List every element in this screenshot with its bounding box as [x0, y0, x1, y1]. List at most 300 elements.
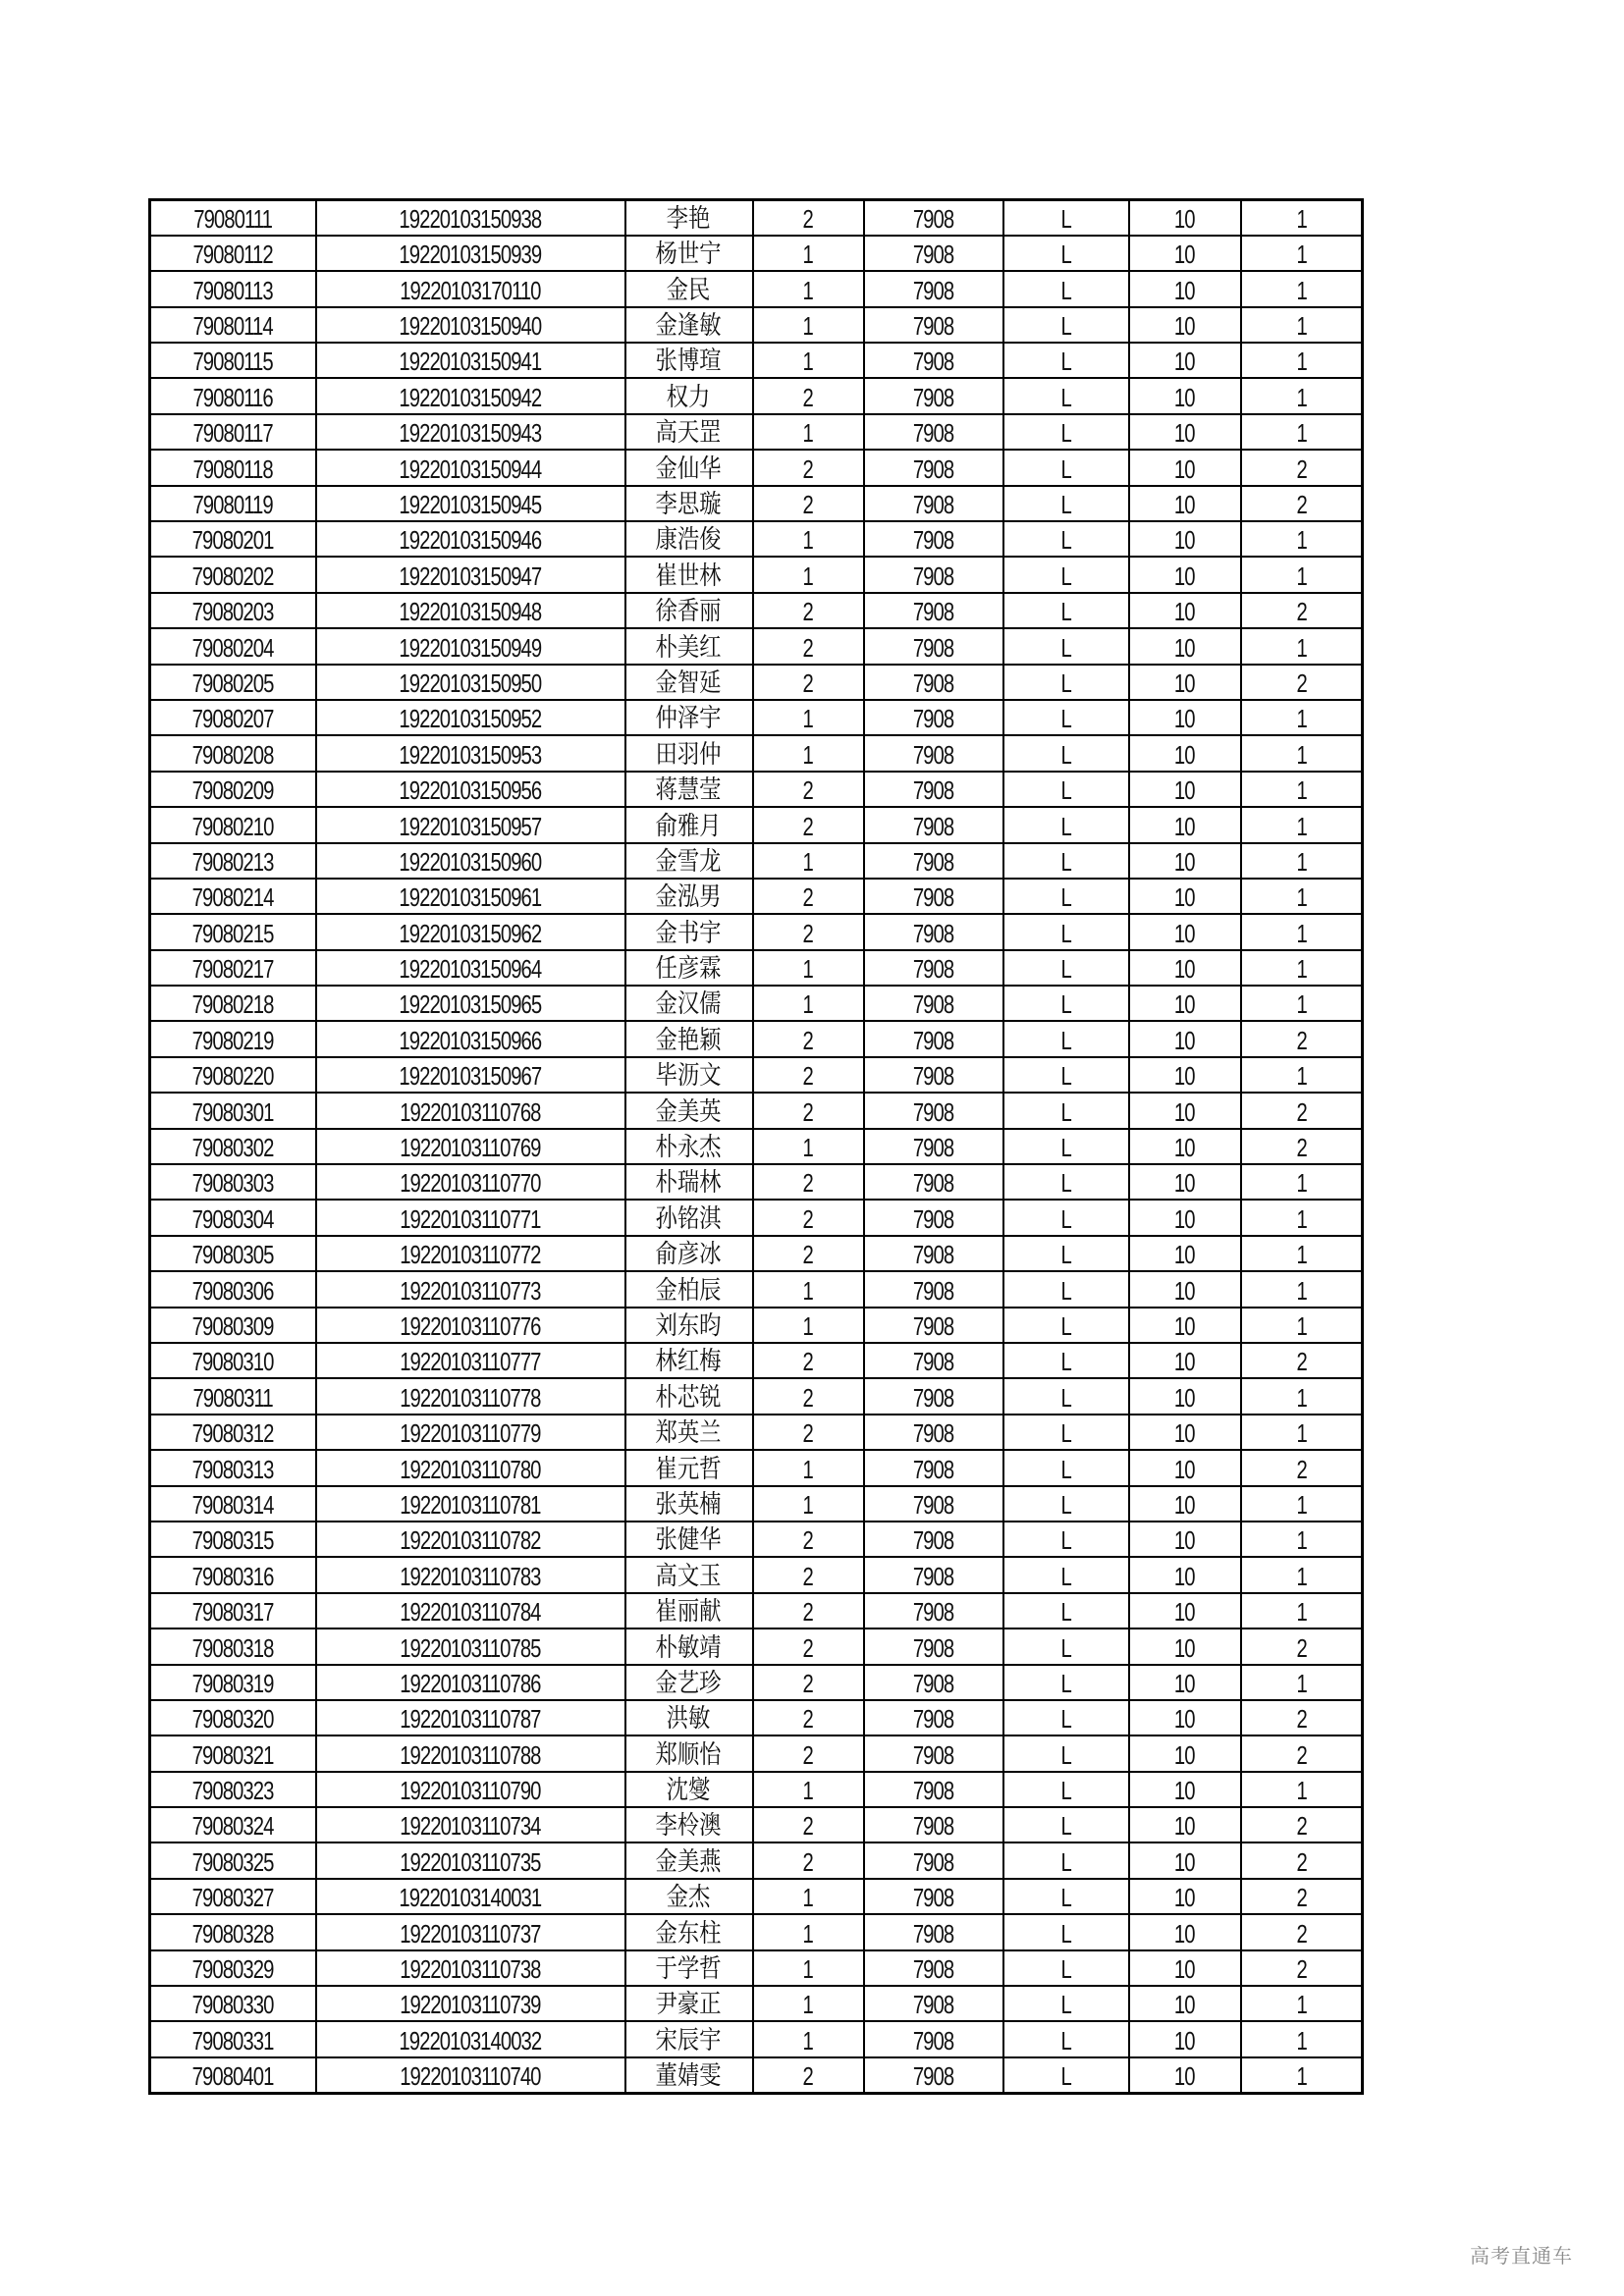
value-text: 10 [1174, 989, 1195, 1020]
flag-text: 1 [1296, 1597, 1307, 1628]
value-cell [1129, 1807, 1241, 1842]
value-cell [1129, 1629, 1241, 1664]
value-cell [1129, 236, 1241, 271]
exam-number-cell [150, 950, 316, 986]
value-text: 10 [1174, 1918, 1195, 1949]
candidate-id-cell [316, 1700, 625, 1735]
exam-number-cell [150, 1200, 316, 1235]
code-cell [864, 486, 1003, 521]
table-row [150, 1415, 1363, 1450]
gender-text: 2 [802, 1240, 814, 1270]
name-text: 金智延 [655, 667, 723, 698]
candidate-id-text: 19220103150940 [399, 311, 542, 342]
name-cell [625, 593, 753, 628]
name-text: 孙铭淇 [655, 1203, 723, 1234]
table-row [150, 1129, 1363, 1164]
name-text: 李思璇 [655, 490, 723, 520]
type-cell [1003, 1914, 1129, 1949]
gender-text: 1 [802, 989, 814, 1020]
type-text: L [1060, 1846, 1071, 1877]
name-cell [625, 1415, 753, 1450]
name-cell [625, 486, 753, 521]
code-text: 7908 [912, 525, 954, 556]
flag-cell [1241, 735, 1363, 771]
name-text: 金仙华 [655, 454, 723, 484]
exam-number-cell [150, 1308, 316, 1343]
candidate-id-text: 19220103150941 [399, 347, 542, 377]
name-cell [625, 2057, 753, 2093]
gender-cell [753, 735, 864, 771]
gender-cell [753, 1378, 864, 1414]
type-cell [1003, 700, 1129, 735]
value-text: 10 [1174, 382, 1195, 412]
table-row [150, 307, 1363, 343]
exam-number-cell [150, 735, 316, 771]
type-cell [1003, 772, 1129, 807]
code-text: 7908 [912, 1597, 954, 1628]
exam-number-text: 79080205 [191, 667, 274, 698]
name-text: 金柏辰 [655, 1275, 723, 1306]
code-text: 7908 [912, 1990, 954, 2020]
candidate-id-text: 19220103110784 [400, 1597, 541, 1628]
exam-number-cell [150, 1593, 316, 1629]
code-cell [864, 1415, 1003, 1450]
gender-cell [753, 1271, 864, 1307]
flag-cell [1241, 2057, 1363, 2093]
flag-cell [1241, 1271, 1363, 1307]
candidate-id-text: 19220103110734 [400, 1811, 541, 1842]
gender-cell [753, 378, 864, 413]
candidate-id-text: 19220103150967 [399, 1061, 542, 1092]
gender-cell [753, 1308, 864, 1343]
code-cell [864, 735, 1003, 771]
exam-number-text: 79080319 [191, 1668, 274, 1698]
value-cell [1129, 1129, 1241, 1164]
flag-text: 2 [1296, 1632, 1307, 1663]
exam-number-text: 79080208 [191, 739, 274, 770]
exam-number-text: 79080330 [191, 1990, 274, 2020]
flag-cell [1241, 665, 1363, 700]
exam-number-text: 79080210 [191, 811, 274, 841]
type-text: L [1060, 1133, 1071, 1163]
type-cell [1003, 1164, 1129, 1200]
type-text: L [1060, 1061, 1071, 1092]
type-cell [1003, 593, 1129, 628]
value-cell [1129, 1522, 1241, 1557]
gender-text: 1 [802, 418, 814, 449]
exam-number-cell [150, 879, 316, 914]
exam-number-text: 79080312 [191, 1418, 274, 1449]
code-cell [864, 1665, 1003, 1700]
type-text: L [1060, 1347, 1071, 1377]
code-cell [864, 236, 1003, 271]
candidate-id-text: 19220103110787 [400, 1704, 541, 1735]
type-cell [1003, 1735, 1129, 1771]
type-text: L [1060, 882, 1071, 913]
type-text: L [1060, 954, 1071, 985]
flag-cell [1241, 1415, 1363, 1450]
code-text: 7908 [912, 597, 954, 627]
candidate-id-text: 19220103150962 [399, 918, 542, 948]
exam-number-text: 79080303 [191, 1168, 274, 1199]
exam-number-text: 79080220 [191, 1061, 274, 1092]
gender-text: 1 [802, 954, 814, 985]
value-cell [1129, 1879, 1241, 1914]
name-text: 郑英兰 [655, 1418, 723, 1449]
flag-cell [1241, 1021, 1363, 1056]
gender-cell [753, 1021, 864, 1056]
candidate-id-text: 19220103110735 [400, 1846, 541, 1877]
value-text: 10 [1174, 2025, 1195, 2056]
table-row [150, 271, 1363, 306]
candidate-id-text: 19220103110740 [400, 2060, 541, 2091]
exam-number-cell [150, 914, 316, 949]
gender-cell [753, 1593, 864, 1629]
exam-number-cell [150, 1665, 316, 1700]
flag-text: 2 [1296, 1846, 1307, 1877]
code-text: 7908 [912, 1418, 954, 1449]
candidate-id-text: 19220103110737 [400, 1918, 541, 1949]
value-cell [1129, 1665, 1241, 1700]
code-cell [864, 307, 1003, 343]
value-text: 10 [1174, 1668, 1195, 1698]
gender-cell [753, 628, 864, 664]
type-cell [1003, 450, 1129, 485]
name-text: 金汉儒 [655, 989, 723, 1020]
gender-cell [753, 593, 864, 628]
type-cell [1003, 1415, 1129, 1450]
candidate-id-cell [316, 986, 625, 1021]
value-text: 10 [1174, 1811, 1195, 1842]
candidate-id-cell [316, 557, 625, 592]
type-cell [1003, 1271, 1129, 1307]
value-cell [1129, 307, 1241, 343]
name-text: 刘东昀 [655, 1311, 723, 1341]
gender-cell [753, 665, 864, 700]
exam-number-cell [150, 414, 316, 450]
gender-text: 2 [802, 1632, 814, 1663]
candidate-id-cell [316, 700, 625, 735]
table-row [150, 236, 1363, 271]
gender-text: 2 [802, 1811, 814, 1842]
name-cell [625, 914, 753, 949]
name-text: 李艳 [667, 203, 711, 234]
flag-text: 1 [1296, 1668, 1307, 1698]
name-cell [625, 1522, 753, 1557]
value-cell [1129, 1700, 1241, 1735]
value-cell [1129, 1450, 1241, 1485]
flag-text: 2 [1296, 1347, 1307, 1377]
gender-cell [753, 1057, 864, 1093]
candidate-id-cell [316, 1093, 625, 1128]
candidate-id-cell [316, 1950, 625, 1986]
type-text: L [1060, 1311, 1071, 1341]
candidate-id-text: 19220103150947 [399, 561, 542, 591]
type-cell [1003, 1486, 1129, 1522]
gender-text: 1 [802, 240, 814, 270]
value-cell [1129, 879, 1241, 914]
table-row [150, 450, 1363, 485]
gender-text: 1 [802, 1990, 814, 2020]
name-cell [625, 1700, 753, 1735]
code-cell [864, 414, 1003, 450]
gender-cell [753, 1486, 864, 1522]
gender-cell [753, 1914, 864, 1949]
gender-text: 2 [802, 1168, 814, 1199]
candidate-id-text: 19220103110790 [400, 1776, 541, 1806]
name-cell [625, 1807, 753, 1842]
value-cell [1129, 1057, 1241, 1093]
table-row [150, 1772, 1363, 1807]
name-cell [625, 378, 753, 413]
code-text: 7908 [912, 1668, 954, 1698]
candidate-id-cell [316, 1665, 625, 1700]
flag-text: 2 [1296, 454, 1307, 484]
table-row [150, 1950, 1363, 1986]
type-text: L [1060, 1704, 1071, 1735]
candidate-id-cell [316, 1450, 625, 1485]
type-text: L [1060, 2060, 1071, 2091]
type-text: L [1060, 275, 1071, 305]
candidate-id-text: 19220103150946 [399, 525, 542, 556]
value-text: 10 [1174, 1418, 1195, 1449]
gender-text: 2 [802, 382, 814, 412]
exam-number-text: 79080329 [191, 1954, 274, 1985]
type-text: L [1060, 1525, 1071, 1556]
candidate-id-cell [316, 1807, 625, 1842]
candidate-id-cell [316, 1236, 625, 1271]
exam-number-text: 79080118 [192, 454, 273, 484]
exam-number-cell [150, 665, 316, 700]
name-text: 于学哲 [655, 1954, 723, 1985]
type-text: L [1060, 1240, 1071, 1270]
gender-cell [753, 271, 864, 306]
candidate-id-cell [316, 843, 625, 879]
type-cell [1003, 1807, 1129, 1842]
flag-cell [1241, 1986, 1363, 2021]
name-cell [625, 1129, 753, 1164]
name-text: 金东柱 [655, 1918, 723, 1949]
flag-cell [1241, 200, 1363, 236]
name-text: 蒋慧莹 [655, 775, 723, 806]
name-text: 高天罡 [655, 418, 723, 449]
table-row [150, 1879, 1363, 1914]
candidate-id-text: 19220103110773 [400, 1275, 541, 1306]
name-text: 朴瑞林 [655, 1168, 723, 1199]
code-cell [864, 807, 1003, 842]
candidate-id-text: 19220103110788 [400, 1739, 541, 1770]
gender-cell [753, 2057, 864, 2093]
type-text: L [1060, 1597, 1071, 1628]
exam-number-text: 79080401 [191, 2060, 274, 2091]
exam-number-cell [150, 1950, 316, 1986]
flag-cell [1241, 1593, 1363, 1629]
name-cell [625, 450, 753, 485]
candidate-id-cell [316, 593, 625, 628]
type-text: L [1060, 846, 1071, 877]
exam-number-text: 79080310 [191, 1347, 274, 1377]
flag-text: 1 [1296, 989, 1307, 1020]
type-cell [1003, 1093, 1129, 1128]
candidate-id-cell [316, 1415, 625, 1450]
name-text: 金逢敏 [655, 311, 723, 342]
code-text: 7908 [912, 632, 954, 663]
gender-cell [753, 950, 864, 986]
code-cell [864, 1486, 1003, 1522]
exam-number-text: 79080207 [191, 704, 274, 734]
name-cell [625, 1486, 753, 1522]
exam-number-text: 79080320 [191, 1704, 274, 1735]
name-cell [625, 1629, 753, 1664]
exam-number-cell [150, 1450, 316, 1485]
exam-number-text: 79080217 [191, 954, 274, 985]
flag-cell [1241, 271, 1363, 306]
name-text: 康浩俊 [655, 525, 723, 556]
gender-text: 1 [802, 1454, 814, 1484]
code-text: 7908 [912, 1096, 954, 1127]
name-cell [625, 1593, 753, 1629]
gender-text: 2 [802, 882, 814, 913]
name-cell [625, 735, 753, 771]
name-text: 金泓男 [655, 882, 723, 913]
gender-text: 2 [802, 454, 814, 484]
candidate-id-text: 19220103150964 [399, 954, 542, 985]
candidate-id-text: 19220103110739 [400, 1990, 541, 2020]
exam-number-cell [150, 271, 316, 306]
gender-text: 1 [802, 704, 814, 734]
gender-text: 2 [802, 1668, 814, 1698]
candidate-id-text: 19220103110778 [400, 1382, 541, 1413]
type-text: L [1060, 1382, 1071, 1413]
type-text: L [1060, 1918, 1071, 1949]
type-text: L [1060, 811, 1071, 841]
candidate-id-text: 19220103110770 [400, 1168, 541, 1199]
gender-text: 1 [802, 1275, 814, 1306]
value-cell [1129, 200, 1241, 236]
code-cell [864, 1807, 1003, 1842]
code-text: 7908 [912, 1489, 954, 1520]
flag-text: 2 [1296, 667, 1307, 698]
exam-number-text: 79080201 [191, 525, 274, 556]
table-row [150, 2057, 1363, 2093]
code-cell [864, 700, 1003, 735]
name-text: 权力 [667, 382, 711, 412]
value-text: 10 [1174, 1096, 1195, 1127]
name-cell [625, 1450, 753, 1485]
exam-number-cell [150, 1378, 316, 1414]
type-text: L [1060, 1561, 1071, 1591]
flag-text: 1 [1296, 1311, 1307, 1341]
gender-text: 1 [802, 1311, 814, 1341]
type-text: L [1060, 597, 1071, 627]
exam-number-cell [150, 1629, 316, 1664]
type-cell [1003, 735, 1129, 771]
exam-number-cell [150, 343, 316, 378]
gender-text: 2 [802, 1597, 814, 1628]
gender-text: 1 [802, 311, 814, 342]
type-text: L [1060, 1739, 1071, 1770]
value-text: 10 [1174, 1203, 1195, 1234]
type-cell [1003, 378, 1129, 413]
flag-cell [1241, 1308, 1363, 1343]
flag-cell [1241, 1557, 1363, 1592]
type-text: L [1060, 561, 1071, 591]
code-cell [864, 1343, 1003, 1378]
name-cell [625, 2021, 753, 2056]
gender-text: 2 [802, 1739, 814, 1770]
candidate-id-text: 19220103150943 [399, 418, 542, 449]
gender-cell [753, 879, 864, 914]
name-text: 田羽仲 [655, 739, 723, 770]
value-text: 10 [1174, 1133, 1195, 1163]
flag-cell [1241, 1772, 1363, 1807]
exam-number-text: 79080314 [191, 1489, 274, 1520]
exam-number-cell [150, 807, 316, 842]
type-text: L [1060, 918, 1071, 948]
flag-cell [1241, 1450, 1363, 1485]
value-text: 10 [1174, 739, 1195, 770]
candidate-id-cell [316, 1343, 625, 1378]
candidate-id-cell [316, 1271, 625, 1307]
exam-number-cell [150, 1057, 316, 1093]
name-text: 宋辰宇 [655, 2025, 723, 2056]
gender-cell [753, 414, 864, 450]
type-cell [1003, 2057, 1129, 2093]
type-cell [1003, 1343, 1129, 1378]
name-cell [625, 665, 753, 700]
exam-number-cell [150, 1271, 316, 1307]
candidate-id-text: 19220103150939 [399, 240, 542, 270]
candidate-id-text: 19220103110782 [400, 1525, 541, 1556]
flag-text: 1 [1296, 1776, 1307, 1806]
candidate-id-text: 19220103110783 [400, 1561, 541, 1591]
candidate-id-cell [316, 879, 625, 914]
value-text: 10 [1174, 882, 1195, 913]
exam-number-cell [150, 1164, 316, 1200]
flag-text: 1 [1296, 203, 1307, 234]
candidate-id-text: 19220103110772 [400, 1240, 541, 1270]
value-text: 10 [1174, 597, 1195, 627]
code-cell [864, 1950, 1003, 1986]
gender-text: 1 [802, 846, 814, 877]
exam-number-text: 79080331 [191, 2025, 274, 2056]
gender-cell [753, 1343, 864, 1378]
gender-text: 2 [802, 811, 814, 841]
gender-cell [753, 1735, 864, 1771]
name-text: 张英楠 [655, 1489, 723, 1520]
flag-cell [1241, 1950, 1363, 1986]
code-cell [864, 1200, 1003, 1235]
type-cell [1003, 1986, 1129, 2021]
type-text: L [1060, 1668, 1071, 1698]
table-row [150, 1450, 1363, 1485]
candidate-id-text: 19220103150949 [399, 632, 542, 663]
gender-cell [753, 1236, 864, 1271]
gender-cell [753, 2021, 864, 2056]
type-text: L [1060, 1203, 1071, 1234]
code-text: 7908 [912, 1203, 954, 1234]
gender-text: 2 [802, 1704, 814, 1735]
table-row [150, 665, 1363, 700]
gender-cell [753, 1415, 864, 1450]
value-cell [1129, 1486, 1241, 1522]
value-text: 10 [1174, 240, 1195, 270]
exam-number-cell [150, 986, 316, 1021]
gender-cell [753, 557, 864, 592]
gender-text: 2 [802, 632, 814, 663]
name-cell [625, 1879, 753, 1914]
type-cell [1003, 1129, 1129, 1164]
